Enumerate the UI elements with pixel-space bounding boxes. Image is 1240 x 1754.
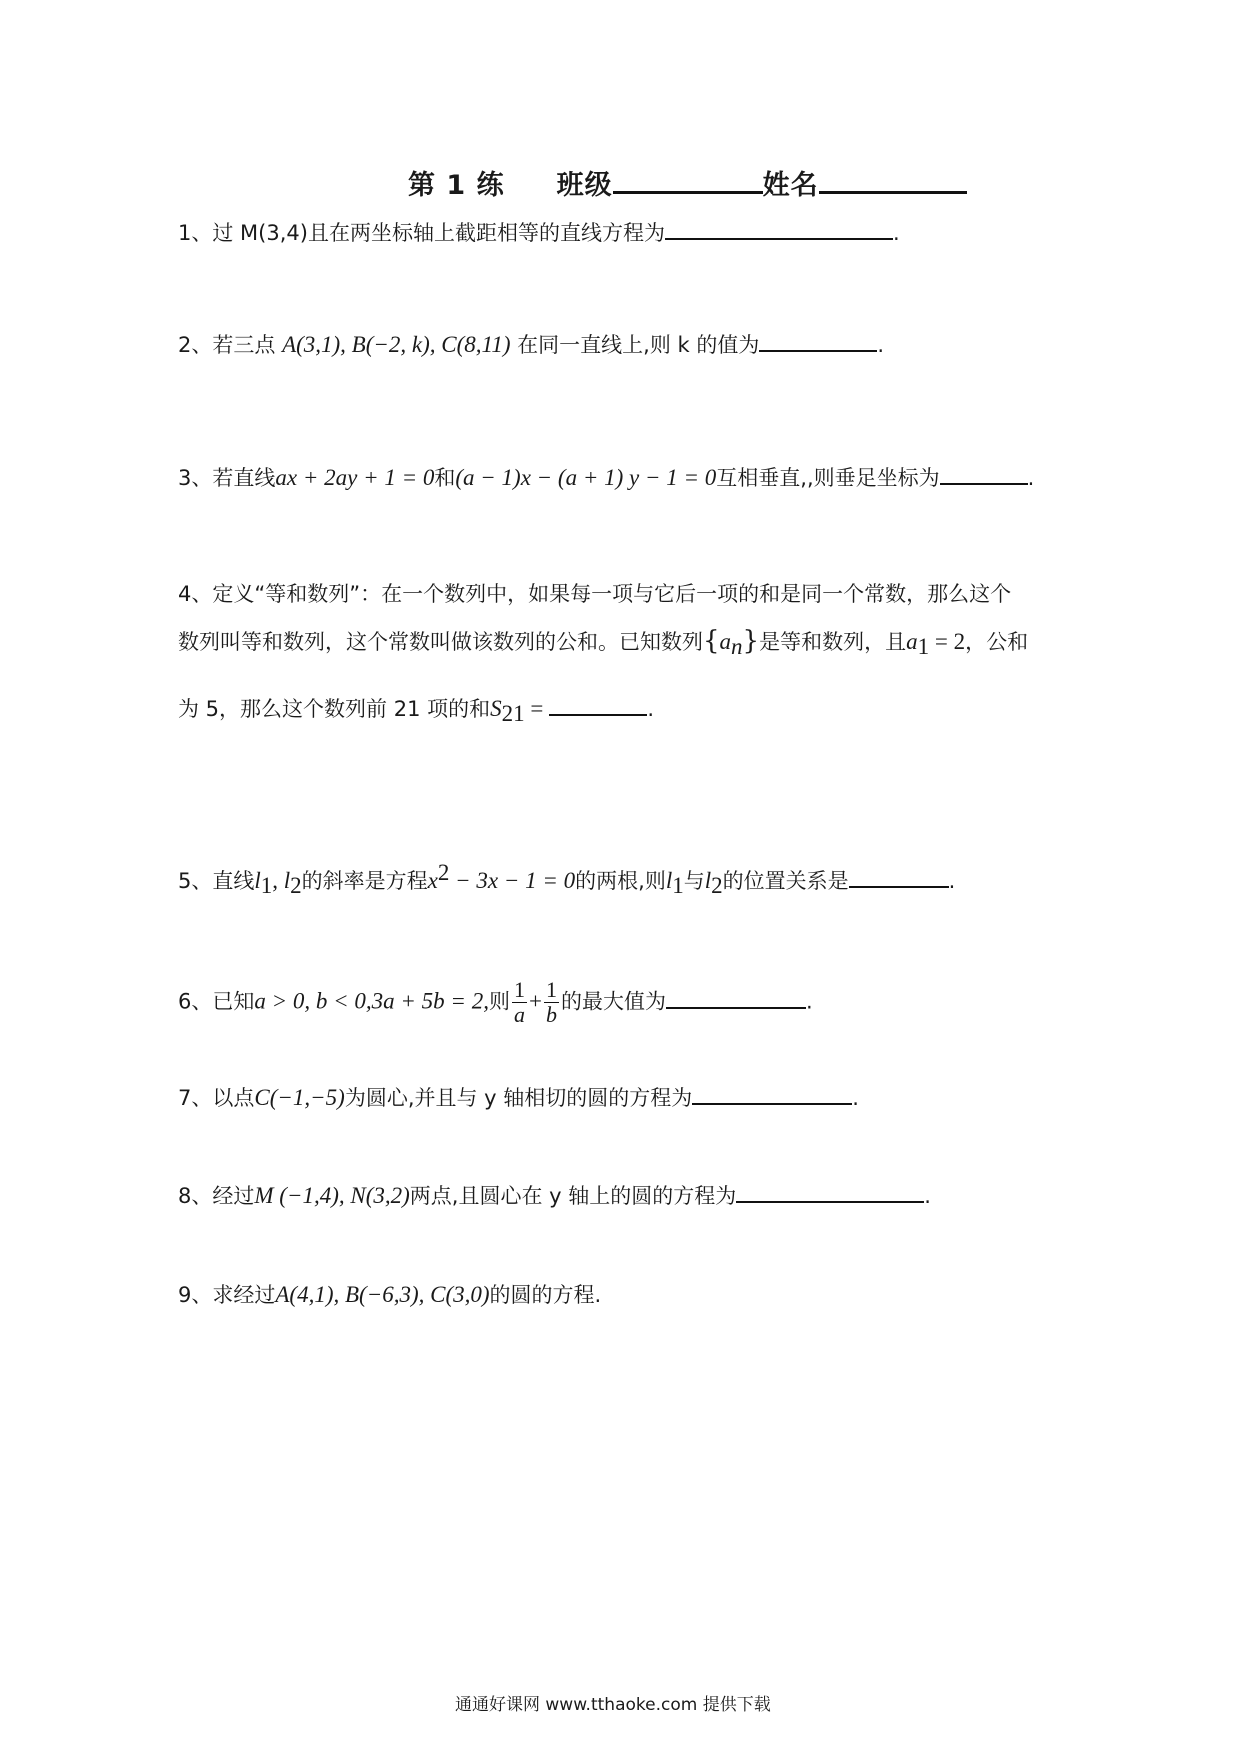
class-blank[interactable] bbox=[613, 169, 763, 194]
question-number: 9、 bbox=[178, 1283, 213, 1307]
math-symbol: x bbox=[427, 868, 438, 893]
period: . bbox=[852, 1086, 859, 1110]
question-number: 5、 bbox=[178, 869, 213, 893]
left-brace: { bbox=[703, 626, 720, 656]
class-label: 班级 bbox=[556, 170, 613, 201]
question-number: 7、 bbox=[178, 1086, 213, 1110]
math-symbol: S bbox=[490, 696, 502, 721]
plus-sign: + bbox=[528, 988, 542, 1014]
question-text: 互相垂直,,则垂足坐标为 bbox=[716, 466, 940, 490]
answer-blank[interactable] bbox=[666, 987, 806, 1009]
answer-blank[interactable] bbox=[849, 866, 949, 888]
question-6 bbox=[178, 978, 813, 1027]
math-expression: A(3,1), B(−2, k), C(8,11) bbox=[282, 332, 511, 357]
period: . bbox=[805, 989, 813, 1014]
question-text: 是等和数列，且 bbox=[759, 630, 907, 654]
question-text: 为 5，那么这个数列前 21 项的和 bbox=[178, 697, 491, 721]
math-value: = 2 bbox=[929, 629, 966, 654]
question-text: 的最大值为 bbox=[560, 989, 666, 1014]
question-text: 数列叫等和数列，这个常数叫做该数列的公和。已知数列 bbox=[178, 630, 703, 654]
answer-blank[interactable] bbox=[759, 330, 877, 352]
question-text: 以点 bbox=[212, 1086, 255, 1110]
subscript: 21 bbox=[501, 701, 525, 727]
question-number: 2、 bbox=[178, 333, 213, 357]
period: . bbox=[1027, 466, 1035, 490]
question-4-line-1 bbox=[178, 578, 1011, 610]
question-9 bbox=[178, 1279, 601, 1311]
question-number: 4、 bbox=[178, 582, 213, 606]
sequence-symbol: a bbox=[719, 629, 732, 654]
question-text: ，公和 bbox=[965, 630, 1029, 654]
question-text: 经过 bbox=[212, 1184, 255, 1208]
math-expression: M (−1,4), N(3,2) bbox=[254, 1183, 410, 1208]
question-text: 为圆心,并且与 y 轴相切的圆的方程为 bbox=[344, 1086, 693, 1110]
question-2 bbox=[178, 329, 884, 361]
math-expression: − 3x − 1 = 0 bbox=[449, 868, 576, 893]
superscript: 2 bbox=[437, 860, 450, 885]
question-number: 3、 bbox=[178, 466, 213, 490]
name-label: 姓名 bbox=[762, 170, 819, 201]
question-text: 的两根,则 bbox=[575, 869, 666, 893]
question-1 bbox=[178, 217, 900, 249]
period: . bbox=[924, 1184, 931, 1208]
question-text: 和 bbox=[434, 466, 456, 490]
subscript: 2 bbox=[711, 873, 723, 899]
math-expression: C(−1,−5) bbox=[254, 1085, 345, 1110]
question-text: 过 M(3,4)且在两坐标轴上截距相等的直线方程为 bbox=[212, 221, 665, 245]
question-text: 两点,且圆心在 y 轴上的圆的方程为 bbox=[409, 1184, 737, 1208]
question-4-line-2 bbox=[178, 625, 1028, 663]
math-value: = bbox=[524, 696, 544, 721]
question-8 bbox=[178, 1180, 931, 1212]
period: . bbox=[647, 697, 655, 721]
question-number: 6、 bbox=[178, 989, 213, 1014]
subscript: 2 bbox=[290, 873, 302, 899]
math-expression: a > 0, b < 0,3a + 5b = 2, bbox=[254, 988, 489, 1014]
answer-blank[interactable] bbox=[736, 1181, 924, 1203]
period: . bbox=[877, 333, 885, 357]
answer-blank[interactable] bbox=[549, 694, 647, 716]
right-brace: } bbox=[742, 626, 760, 656]
math-symbol: l bbox=[704, 868, 712, 893]
fraction-1-over-a: $\frac{1}{a}$ bbox=[513, 977, 525, 1027]
question-number: 8、 bbox=[178, 1184, 213, 1208]
title-text: 第 1 练 bbox=[408, 170, 505, 201]
page-title bbox=[408, 163, 967, 202]
question-4-line-3 bbox=[178, 693, 654, 730]
question-text: 若三点 bbox=[212, 333, 276, 357]
period: . bbox=[948, 869, 956, 893]
question-text: 的斜率是方程 bbox=[301, 869, 428, 893]
question-text: 定义“等和数列”：在一个数列中，如果每一项与它后一项的和是同一个常数，那么这个 bbox=[212, 582, 1012, 606]
question-text: 与 bbox=[683, 869, 705, 893]
math-expression: ax + 2ay + 1 = 0 bbox=[275, 465, 435, 490]
question-text: 则 bbox=[488, 989, 510, 1014]
question-text: 已知 bbox=[212, 989, 255, 1014]
subscript: n bbox=[731, 634, 743, 660]
question-5 bbox=[178, 857, 955, 902]
subscript: 1 bbox=[672, 873, 684, 899]
question-text: 的位置关系是 bbox=[722, 869, 849, 893]
math-expression: (a − 1)x − (a + 1) y − 1 = 0 bbox=[455, 465, 717, 490]
subscript: 1 bbox=[260, 873, 273, 899]
question-3 bbox=[178, 462, 1034, 494]
answer-blank[interactable] bbox=[940, 463, 1028, 485]
answer-blank[interactable] bbox=[692, 1083, 852, 1105]
answer-blank[interactable] bbox=[665, 218, 893, 240]
math-expression: A(4,1), B(−6,3), C(3,0) bbox=[275, 1282, 490, 1307]
period: . bbox=[594, 1283, 602, 1307]
math-symbol: l bbox=[254, 868, 261, 893]
question-text: 的圆的方程 bbox=[489, 1283, 595, 1307]
question-text: 若直线 bbox=[212, 466, 276, 490]
footer-credit: 通通好课网 www.tthaoke.com 提供下载 bbox=[455, 1695, 771, 1715]
period: . bbox=[892, 221, 900, 245]
fraction-1-over-b: $\frac{1}{b}$ bbox=[545, 977, 557, 1027]
subscript: 1 bbox=[917, 634, 930, 660]
question-text: 直线 bbox=[212, 869, 255, 893]
math-symbol: l bbox=[665, 868, 673, 893]
question-7 bbox=[178, 1082, 859, 1114]
question-number: 1、 bbox=[178, 221, 213, 245]
name-blank[interactable] bbox=[819, 169, 967, 194]
math-symbol: l bbox=[283, 868, 291, 893]
math-symbol: a bbox=[906, 629, 918, 654]
math-value: , bbox=[272, 868, 284, 893]
question-text: 在同一直线上,则 k 的值为 bbox=[517, 333, 760, 357]
question-text: 求经过 bbox=[212, 1283, 276, 1307]
